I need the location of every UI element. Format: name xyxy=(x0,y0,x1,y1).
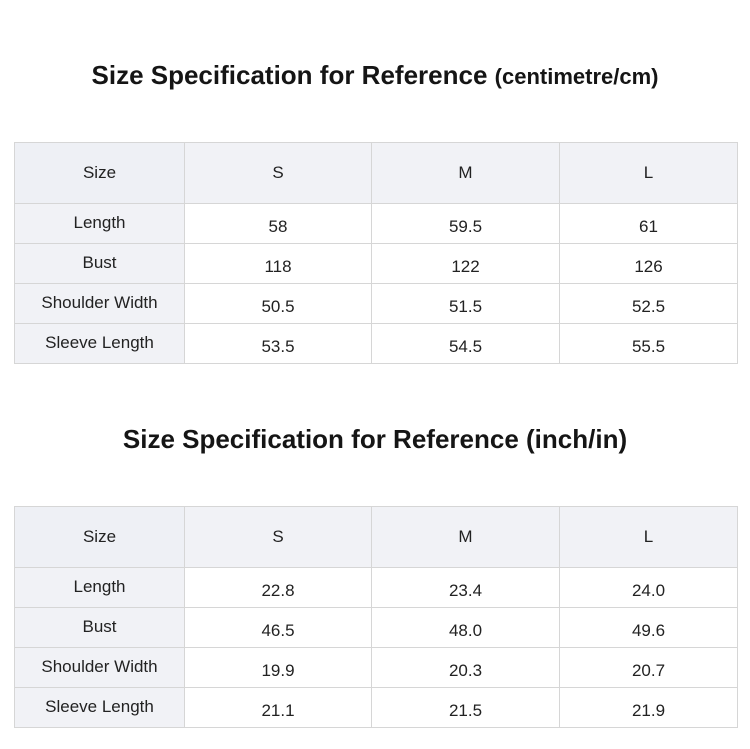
value-cell: 20.7 xyxy=(560,648,738,688)
table-row-sleeve-length xyxy=(15,324,738,364)
value-cell: 20.3 xyxy=(372,648,560,688)
row-label: Bust xyxy=(15,244,185,284)
table-row-bust xyxy=(15,244,738,284)
header-cell-l: L xyxy=(560,507,738,568)
header-cell-s: S xyxy=(185,143,372,204)
row-label: Shoulder Width xyxy=(15,284,185,324)
table-row-shoulder-width xyxy=(15,284,738,324)
row-label: Sleeve Length xyxy=(15,324,185,364)
row-label: Sleeve Length xyxy=(15,688,185,728)
value-cell: 53.5 xyxy=(185,324,372,364)
value-cell: 22.8 xyxy=(185,568,372,608)
value-cell: 58 xyxy=(185,204,372,244)
header-cell-m: M xyxy=(372,143,560,204)
value-cell: 21.5 xyxy=(372,688,560,728)
value-cell: 46.5 xyxy=(185,608,372,648)
value-cell: 50.5 xyxy=(185,284,372,324)
header-cell-l: L xyxy=(560,143,738,204)
cm-title-unit: (centimetre/cm) xyxy=(494,64,659,89)
table-row-shoulder-width xyxy=(15,648,738,688)
value-cell: 54.5 xyxy=(372,324,560,364)
table-header-row xyxy=(15,143,738,204)
table-row-bust xyxy=(15,608,738,648)
value-cell: 51.5 xyxy=(372,284,560,324)
value-cell: 24.0 xyxy=(560,568,738,608)
size-table-inch xyxy=(14,506,738,728)
value-cell: 19.9 xyxy=(185,648,372,688)
value-cell: 48.0 xyxy=(372,608,560,648)
table-header-row xyxy=(15,507,738,568)
inch-title-unit: (inch/in) xyxy=(526,424,628,454)
cm-table-title xyxy=(0,60,750,91)
row-label: Length xyxy=(15,568,185,608)
value-cell: 55.5 xyxy=(560,324,738,364)
value-cell: 118 xyxy=(185,244,372,284)
table-row-length xyxy=(15,204,738,244)
value-cell: 61 xyxy=(560,204,738,244)
value-cell: 126 xyxy=(560,244,738,284)
row-label: Bust xyxy=(15,608,185,648)
row-label: Shoulder Width xyxy=(15,648,185,688)
header-cell-s: S xyxy=(185,507,372,568)
header-cell-size: Size xyxy=(15,143,185,204)
value-cell: 21.1 xyxy=(185,688,372,728)
table-row-length xyxy=(15,568,738,608)
cm-title-main: Size Specification for Reference xyxy=(91,60,488,90)
row-label: Length xyxy=(15,204,185,244)
inch-table-title xyxy=(0,424,750,455)
value-cell: 122 xyxy=(372,244,560,284)
inch-title-main: Size Specification for Reference xyxy=(122,424,519,454)
header-cell-m: M xyxy=(372,507,560,568)
header-cell-size: Size xyxy=(15,507,185,568)
value-cell: 21.9 xyxy=(560,688,738,728)
value-cell: 23.4 xyxy=(372,568,560,608)
value-cell: 59.5 xyxy=(372,204,560,244)
table-row-sleeve-length xyxy=(15,688,738,728)
value-cell: 49.6 xyxy=(560,608,738,648)
size-table-cm xyxy=(14,142,738,364)
value-cell: 52.5 xyxy=(560,284,738,324)
